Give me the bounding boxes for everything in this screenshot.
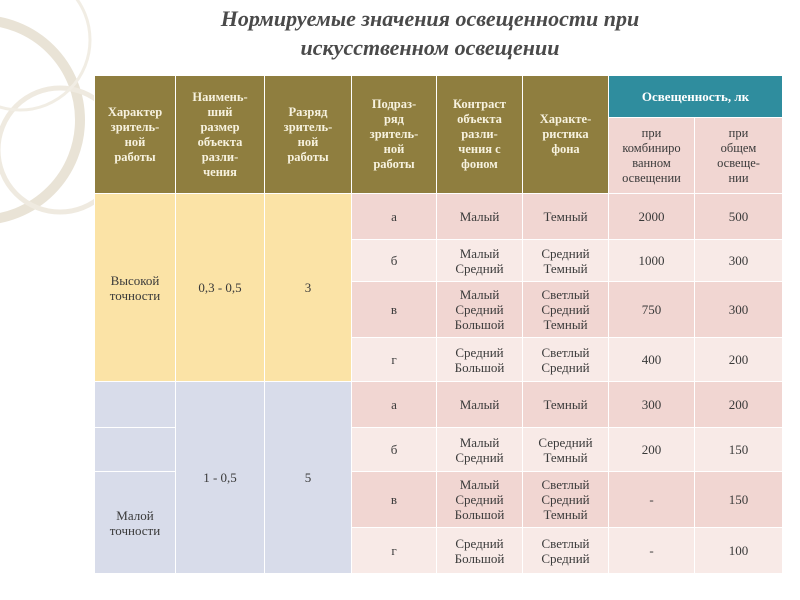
background-cell: Темный bbox=[523, 194, 609, 240]
background-cell: Светлый Средний bbox=[523, 338, 609, 382]
header-grade: Разряд зритель- ной работы bbox=[265, 76, 352, 194]
combined-lux-cell: 750 bbox=[609, 282, 695, 338]
header-combined: при комбиниро ванном освещении bbox=[609, 118, 695, 194]
header-contrast: Контраст объекта разли- чения с фоном bbox=[437, 76, 523, 194]
header-subgrade: Подраз- ряд зритель- ной работы bbox=[352, 76, 437, 194]
contrast-cell: Малый Средний Большой bbox=[437, 282, 523, 338]
character-cell: Высокой точности bbox=[95, 194, 176, 382]
general-lux-cell: 500 bbox=[695, 194, 783, 240]
table-row bbox=[95, 194, 783, 240]
general-lux-cell: 150 bbox=[695, 472, 783, 528]
contrast-cell: Малый bbox=[437, 382, 523, 428]
header-character: Характер зритель- ной работы bbox=[95, 76, 176, 194]
contrast-cell: Средний Большой bbox=[437, 528, 523, 574]
combined-lux-cell: 400 bbox=[609, 338, 695, 382]
header-background: Характе- ристика фона bbox=[523, 76, 609, 194]
combined-lux-cell: 300 bbox=[609, 382, 695, 428]
general-lux-cell: 150 bbox=[695, 428, 783, 472]
combined-lux-cell: 2000 bbox=[609, 194, 695, 240]
subgrade-cell: г bbox=[352, 528, 437, 574]
contrast-cell: Средний Большой bbox=[437, 338, 523, 382]
combined-lux-cell: - bbox=[609, 528, 695, 574]
subgrade-cell: а bbox=[352, 194, 437, 240]
background-cell: Светлый Средний bbox=[523, 528, 609, 574]
background-cell: Средний Темный bbox=[523, 240, 609, 282]
min-size-cell: 1 - 0,5 bbox=[176, 382, 265, 574]
grade-cell: 5 bbox=[265, 382, 352, 574]
table-row bbox=[95, 382, 783, 428]
subgrade-cell: г bbox=[352, 338, 437, 382]
contrast-cell: Малый Средний bbox=[437, 428, 523, 472]
subgrade-cell: а bbox=[352, 382, 437, 428]
general-lux-cell: 300 bbox=[695, 282, 783, 338]
contrast-cell: Малый Средний bbox=[437, 240, 523, 282]
subgrade-cell: б bbox=[352, 240, 437, 282]
background-cell: Светлый Средний Темный bbox=[523, 472, 609, 528]
general-lux-cell: 200 bbox=[695, 382, 783, 428]
min-size-cell: 0,3 - 0,5 bbox=[176, 194, 265, 382]
illumination-table bbox=[94, 75, 783, 574]
background-cell: Светлый Средний Темный bbox=[523, 282, 609, 338]
character-cell-blank bbox=[95, 428, 176, 472]
combined-lux-cell: - bbox=[609, 472, 695, 528]
combined-lux-cell: 1000 bbox=[609, 240, 695, 282]
contrast-cell: Малый Средний Большой bbox=[437, 472, 523, 528]
page-title bbox=[150, 4, 710, 62]
header-min-size: Наимень- ший размер объекта разли- чения bbox=[176, 76, 265, 194]
header-general: при общем освеще- нии bbox=[695, 118, 783, 194]
general-lux-cell: 200 bbox=[695, 338, 783, 382]
background-cell: Середний Темный bbox=[523, 428, 609, 472]
grade-cell: 3 bbox=[265, 194, 352, 382]
contrast-cell: Малый bbox=[437, 194, 523, 240]
subgrade-cell: в bbox=[352, 282, 437, 338]
combined-lux-cell: 200 bbox=[609, 428, 695, 472]
general-lux-cell: 300 bbox=[695, 240, 783, 282]
character-cell: Малой точности bbox=[95, 472, 176, 574]
general-lux-cell: 100 bbox=[695, 528, 783, 574]
page-title-line-2: искусственном освещении bbox=[300, 35, 560, 60]
background-cell: Темный bbox=[523, 382, 609, 428]
page-title-line-1: Нормируемые значения освещенности при bbox=[220, 6, 640, 31]
subgrade-cell: в bbox=[352, 472, 437, 528]
character-cell-blank bbox=[95, 382, 176, 428]
header-illuminance: Освещенность, лк bbox=[609, 76, 783, 118]
subgrade-cell: б bbox=[352, 428, 437, 472]
